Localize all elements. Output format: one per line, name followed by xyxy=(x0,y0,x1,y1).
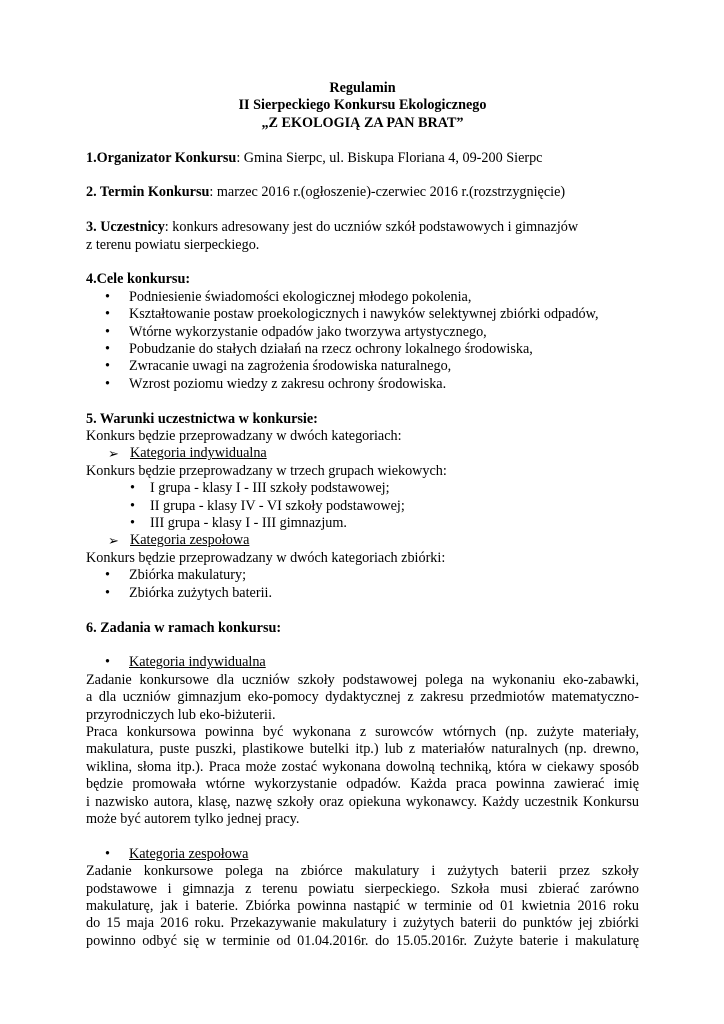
paragraph-line: powinno odbyć się w terminie od 01.04.2016r. do 15.05.2016r. Zużyte baterie i makulaturę xyxy=(86,932,639,949)
paragraph-line: wiklina, słoma itp.). Praca może zostać wykonana dowolną techniką, która w ciekawy sposób xyxy=(86,758,639,775)
paragraph-line: może być autorem tylko jednej pracy. xyxy=(86,810,300,827)
bullet-icon: • xyxy=(130,497,135,514)
list-item xyxy=(86,289,639,306)
category-team-text: Konkurs będzie przeprowadzany w dwóch kategoriach zbiórki: xyxy=(86,549,446,566)
bullet-icon: • xyxy=(105,341,110,358)
list-item-text: Zwracanie uwagi na zagrożenia środowiska naturalnego, xyxy=(129,358,452,375)
section-organizer-text: : Gmina Sierpc, ul. Biskupa Floriana 4, 09-200 Sierpc xyxy=(236,149,543,166)
list-item-text: Wzrost poziomu wiedzy z zakresu ochrony środowiska. xyxy=(129,375,447,392)
category-individual-text: Konkurs będzie przeprowadzany w trzech grupach wiekowych: xyxy=(86,462,447,479)
bullet-icon: • xyxy=(105,375,110,392)
bullet-icon: • xyxy=(105,567,110,584)
bullet-icon: • xyxy=(105,654,110,671)
list-item-text: II grupa - klasy IV - VI szkoły podstawowej; xyxy=(150,497,405,514)
tasks-individual-paragraph xyxy=(86,672,639,829)
paragraph-line: makulaturę, jak i baterie. Zbiórka powinna nastąpić w terminie od 01 kwietnia 2016 roku xyxy=(86,897,639,914)
paragraph-line: przyrodniczych lub eko-biżuterii. xyxy=(86,706,276,723)
section-organizer-label: 1.Organizator Konkursu xyxy=(86,149,237,166)
age-groups-list xyxy=(86,480,639,532)
category-individual-label: Kategoria indywidualna xyxy=(130,445,267,462)
section-organizer xyxy=(86,150,639,167)
tasks-category-individual xyxy=(86,654,639,671)
category-team-label: Kategoria zespołowa xyxy=(130,532,250,549)
goals-list xyxy=(86,289,639,393)
section-term xyxy=(86,184,639,201)
list-item-text: Podniesienie świadomości ekologicznej młodego pokolenia, xyxy=(129,288,472,305)
paragraph-line: Zadanie konkursowe dla uczniów szkoły podstawowej polega na wykonaniu eko-zabawki, xyxy=(86,671,639,688)
paragraph-line: a dla uczniów gimnazjum eko-pomocy dydaktycznej z zakresu przedmiotów matematyczno- xyxy=(86,689,639,706)
arrow-bullet-icon: ➢ xyxy=(108,533,119,549)
paragraph-line: będzie promowała wtórne wykorzystanie odpadów. Każda praca powinna zawierać imię xyxy=(86,776,639,793)
paragraph-line: Praca konkursowa powinna być wykonana z surowców wtórnych (np. zużyte materiały, xyxy=(86,723,639,740)
section-participants-text-2: z terenu powiatu sierpeckiego. xyxy=(86,236,260,253)
list-item-text: I grupa - klasy I - III szkoły podstawowej; xyxy=(150,480,390,497)
list-item xyxy=(86,306,639,323)
category-team xyxy=(86,532,639,549)
title-line-3: „Z EKOLOGIĄ ZA PAN BRAT” xyxy=(261,114,464,131)
bullet-icon: • xyxy=(105,358,110,375)
list-item xyxy=(86,498,639,515)
list-item-text: Kształtowanie postaw proekologicznych i nawyków selektywnej zbiórki odpadów, xyxy=(129,306,599,323)
list-item xyxy=(86,585,639,602)
list-item-text: Zbiórka zużytych baterii. xyxy=(129,584,272,601)
tasks-category-team-label: Kategoria zespołowa xyxy=(129,845,249,862)
section-conditions-heading xyxy=(86,411,639,428)
list-item xyxy=(86,324,639,341)
section-goals-heading xyxy=(86,271,639,288)
section-participants-label: 3. Uczestnicy xyxy=(86,219,165,236)
document-page xyxy=(86,80,639,950)
list-item-text: Zbiórka makulatury; xyxy=(129,567,247,584)
section-term-label: 2. Termin Konkursu xyxy=(86,184,210,201)
list-item-text: Wtórne wykorzystanie odpadów jako tworzywa artystycznego, xyxy=(129,323,487,340)
section-conditions-intro: Konkurs będzie przeprowadzany w dwóch kategoriach: xyxy=(86,428,402,445)
section-goals-heading-text: 4.Cele konkursu: xyxy=(86,271,191,288)
document-title xyxy=(86,80,639,132)
list-item xyxy=(86,480,639,497)
list-item xyxy=(86,567,639,584)
list-item xyxy=(86,358,639,375)
tasks-team-paragraph xyxy=(86,863,639,950)
bullet-icon: • xyxy=(130,480,135,497)
section-conditions-heading-text: 5. Warunki uczestnictwa w konkursie: xyxy=(86,410,318,427)
collections-list xyxy=(86,567,639,602)
section-tasks-heading-text: 6. Zadania w ramach konkursu: xyxy=(86,619,282,636)
bullet-icon: • xyxy=(105,323,110,340)
bullet-icon: • xyxy=(105,288,110,305)
category-individual xyxy=(86,445,639,462)
bullet-icon: • xyxy=(105,306,110,323)
title-line-2: II Sierpeckiego Konkursu Ekologicznego xyxy=(238,97,487,114)
list-item xyxy=(86,515,639,532)
paragraph-line: do 15 maja 2016 roku. Przekazywanie makulatury i zużytych baterii do punktów jej zbiórki xyxy=(86,915,639,932)
section-tasks-heading xyxy=(86,620,639,637)
bullet-icon: • xyxy=(130,515,135,532)
arrow-bullet-icon: ➢ xyxy=(108,446,119,462)
list-item xyxy=(86,341,639,358)
bullet-icon: • xyxy=(105,584,110,601)
paragraph-line: podstawowe i gimnazja z terenu powiatu sierpeckiego. Szkoła musi zbierać zarówno xyxy=(86,880,639,897)
paragraph-line: Zadanie konkursowe polega na zbiórce makulatury i zużytych baterii przez szkoły xyxy=(86,863,639,880)
paragraph-line: i nazwisko autora, klasę, nazwę szkoły oraz opiekuna wykonawcy. Każdy uczestnik Konkursu xyxy=(86,793,639,810)
section-participants-text: : konkurs adresowany jest do uczniów szkół podstawowych i gimnazjów xyxy=(164,219,579,236)
list-item xyxy=(86,376,639,393)
bullet-icon: • xyxy=(105,845,110,862)
section-term-text: : marzec 2016 r.(ogłoszenie)-czerwiec 2016 r.(rozstrzygnięcie) xyxy=(209,184,566,201)
title-line-1: Regulamin xyxy=(329,80,396,96)
list-item-text: Pobudzanie do stałych działań na rzecz ochrony lokalnego środowiska, xyxy=(129,341,533,358)
tasks-category-individual-label: Kategoria indywidualna xyxy=(129,654,266,671)
section-participants xyxy=(86,219,639,236)
paragraph-line: makulatura, puste puszki, plastikowe butelki itp.) lub z materiałów naturalnych (np. drewno, xyxy=(86,741,639,758)
list-item-text: III grupa - klasy I - III gimnazjum. xyxy=(150,515,347,532)
tasks-category-team xyxy=(86,846,639,863)
